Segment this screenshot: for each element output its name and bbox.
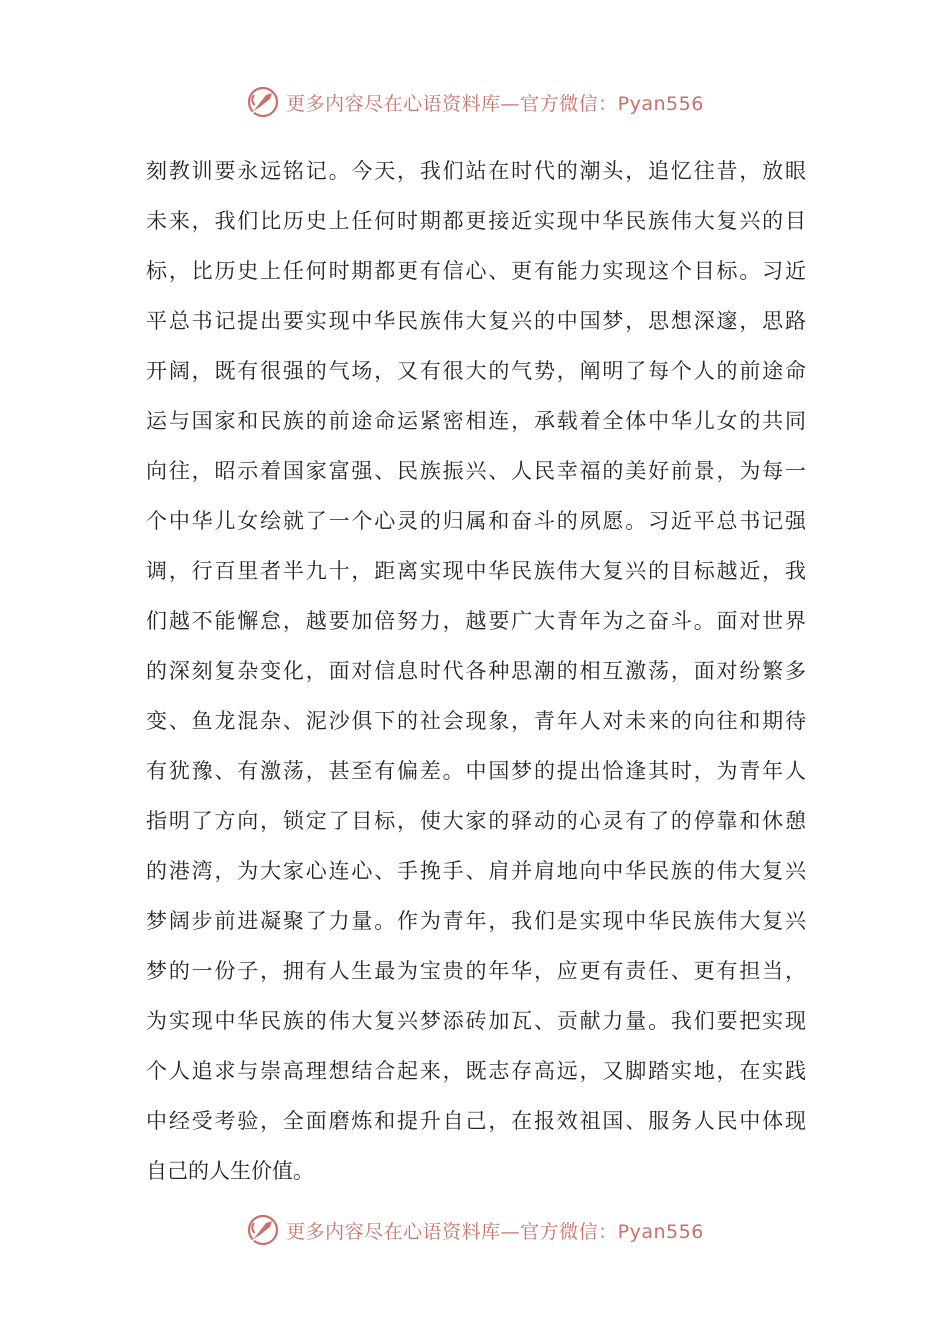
footer-banner bbox=[0, 1210, 950, 1250]
text-line: 开阔，既有很强的气场，又有很大的气势，阐明了每个人的前途命 bbox=[146, 359, 806, 383]
text-line: 运与国家和民族的前途命运紧密相连，承载着全体中华儿女的共同 bbox=[146, 409, 806, 433]
text-line: 指明了方向，锁定了目标，使大家的驿动的心灵有了的停靠和休憩 bbox=[146, 809, 806, 833]
header-banner-text: 更多内容尽在心语资料库—官方微信：Pyan556 bbox=[286, 92, 704, 115]
text-line: 平总书记提出要实现中华民族伟大复兴的中国梦，思想深邃，思路 bbox=[146, 309, 806, 333]
text-line: 中经受考验，全面磨炼和提升自己，在报效祖国、服务人民中体现 bbox=[146, 1109, 806, 1133]
text-line: 标，比历史上任何时期都更有信心、更有能力实现这个目标。习近 bbox=[146, 259, 806, 283]
header-wechat-handle: Pyan556 bbox=[617, 92, 704, 115]
text-line: 刻教训要永远铭记。今天，我们站在时代的潮头，追忆往昔，放眼 bbox=[146, 159, 806, 183]
text-line: 梦阔步前进凝聚了力量。作为青年，我们是实现中华民族伟大复兴 bbox=[146, 909, 806, 933]
text-line: 个中华儿女绘就了一个心灵的归属和奋斗的夙愿。习近平总书记强 bbox=[146, 509, 806, 533]
text-line: 为实现中华民族的伟大复兴梦添砖加瓦、贡献力量。我们要把实现 bbox=[146, 1009, 806, 1033]
text-line: 向往，昭示着国家富强、民族振兴、人民幸福的美好前景，为每一 bbox=[146, 459, 806, 483]
text-line: 变、鱼龙混杂、泥沙俱下的社会现象，青年人对未来的向往和期待 bbox=[146, 709, 806, 733]
pen-nib-logo-icon bbox=[246, 1213, 280, 1247]
text-line: 有犹豫、有激荡，甚至有偏差。中国梦的提出恰逢其时，为青年人 bbox=[146, 759, 806, 783]
text-line: 们越不能懈怠，越要加倍努力，越要广大青年为之奋斗。面对世界 bbox=[146, 609, 806, 633]
document-body bbox=[146, 146, 806, 1196]
text-line: 调，行百里者半九十，距离实现中华民族伟大复兴的目标越近，我 bbox=[146, 559, 806, 583]
text-line: 的深刻复杂变化，面对信息时代各种思潮的相互激荡，面对纷繁多 bbox=[146, 659, 806, 683]
text-line: 的港湾，为大家心连心、手挽手、肩并肩地向中华民族的伟大复兴 bbox=[146, 859, 806, 883]
pen-nib-logo-icon bbox=[246, 85, 280, 119]
text-line: 梦的一份子，拥有人生最为宝贵的年华，应更有责任、更有担当， bbox=[146, 959, 806, 983]
text-line: 个人追求与崇高理想结合起来，既志存高远，又脚踏实地，在实践 bbox=[146, 1059, 806, 1083]
footer-wechat-handle: Pyan556 bbox=[617, 1220, 704, 1243]
text-line: 未来，我们比历史上任何时期都更接近实现中华民族伟大复兴的目 bbox=[146, 209, 806, 233]
header-banner bbox=[0, 82, 950, 122]
text-line: 自己的人生价值。 bbox=[146, 1159, 314, 1183]
footer-banner-text: 更多内容尽在心语资料库—官方微信：Pyan556 bbox=[286, 1220, 704, 1243]
